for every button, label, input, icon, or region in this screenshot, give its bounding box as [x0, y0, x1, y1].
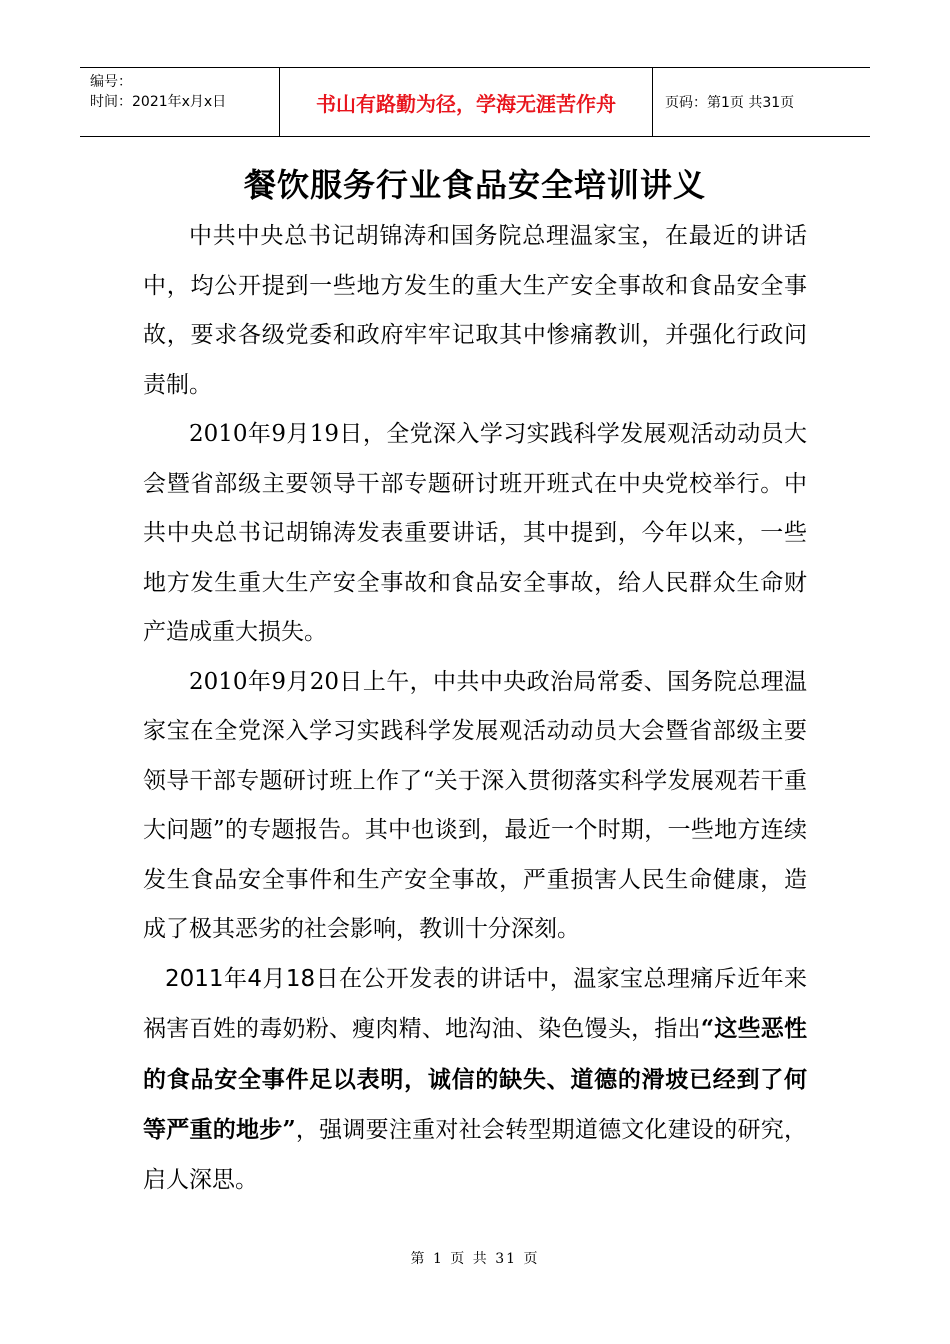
header-motto: 书山有路勤为径，学海无涯苦作舟 [280, 68, 653, 136]
paragraph-1: 中共中央总书记胡锦涛和国务院总理温家宝，在最近的讲话中，均公开提到一些地方发生的重大生产安全事故和食品安全事故，要求各级党委和政府牢牢记取其中惨痛教训，并强化行政问责制。 [143, 223, 807, 398]
document-body [143, 212, 807, 1205]
paragraph-4-part-a: 年 [223, 965, 248, 992]
paragraph-4-part-c: 月 [262, 965, 286, 992]
header-page-info: 页码：第1页 共31页 [665, 95, 795, 111]
paragraph-4-part-e: 日在公开发表的讲话中，温家宝总理痛斥近年来祸害百姓的毒奶粉、瘦肉精、地沟油、染色馒头，指出 [143, 965, 808, 1042]
paragraph-4-year: 2011 [165, 965, 224, 992]
paragraph-2: 2010年9月19日，全党深入学习实践科学发展观活动动员大会暨省部级主要领导干部专题研讨班开班式在中央党校举行。中共中央总书记胡锦涛发表重要讲话，其中提到，今年以来，一些地方发生重大生产安全事故和食品安全事故，给人民群众生命财产造成重大损失。 [143, 421, 807, 645]
paragraph-4-quote: “这些恶性的食品安全事件足以表明，诚信的缺失、道德的滑坡已经到了何等严重的地步” [143, 1015, 808, 1143]
paragraph-4 [143, 955, 807, 1206]
document-code-label: 编号： [90, 74, 132, 90]
page-footer: 第 1 页 共 31 页 [410, 1251, 540, 1267]
paragraph-4-tail: ，强调要注重对社会转型期道德文化建设的研究，启人深思。 [143, 1117, 808, 1193]
document-time-label: 时间：2021年x月x日 [90, 94, 227, 110]
paragraph-4-month: 4 [247, 965, 263, 992]
paragraph-3: 2010年9月20日上午，中共中央政治局常委、国务院总理温家宝在全党深入学习实践科学发展观活动动员大会暨省部级主要领导干部专题研讨班上作了“关于深入贯彻落实科学发展观若干重大问题”的专题报告。其中也谈到，最近一个时期，一些地方连续发生食品安全事件和生产安全事故，严重损害人民生命健康，造成了极其恶劣的社会影响，教训十分深刻。 [143, 668, 807, 942]
header-meta-cell [80, 68, 280, 136]
header-table [80, 67, 870, 137]
paragraph-4-day: 18 [285, 965, 316, 992]
document-title: 餐饮服务行业食品安全培训讲义 [243, 166, 706, 204]
